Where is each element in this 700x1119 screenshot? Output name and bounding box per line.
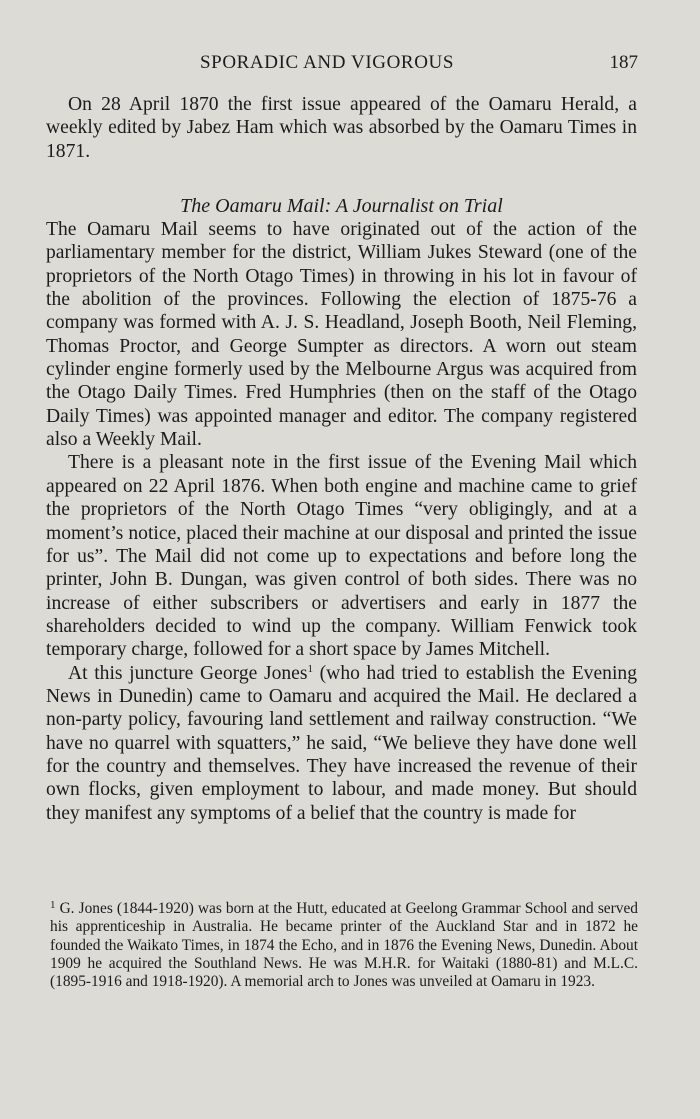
paragraph-evening-mail: There is a pleasant note in the first issue of the Evening Mail which appeared on 22 April 1876. When both engine and machine came to grief the proprietors of the North Otago Times “very obligingly, and at a moment’s notice, placed their machine at our disposal and printed the issue for us”. The Mail did not come up to expectations and before long the printer, John B. Dungan, was given control of both sides. There was no increase of either subscribers or advertisers and early in 1877 the shareholders decided to wind up the company. William Fenwick took temporary charge, followed for a short space by James Mitchell. [46,452,637,661]
footnote-reference: 1 [307,662,314,675]
running-title: SPORADIC AND VIGOROUS [200,52,455,73]
section-heading: The Oamaru Mail: A Journalist on Trial [180,195,503,218]
footnote [50,900,638,991]
footnote-text: G. Jones (1844-1920) was born at the Hutt, educated at Geelong Grammar School and served his apprenticeship in Australia. He became printer of the Auckland Star and in 1872 he founded the Waikato Times, in 1874 the Echo, and in 1876 the Evening News, Dunedin. About 1909 he acquired the Southland News. He was M.H.R. for Waitaki (1880-81) and M.L.C. (1895-1916 and 1918-1920). A memorial arch to Jones was unveiled at Oamaru in 1923. [50,900,638,991]
paragraph-george-jones-rest: (who had tried to establish the Evening News in Dunedin) came to Oamaru and acquired the Mail. He declared a non-party policy, favouring land settlement and railway construction. “We have no quarrel with squatters,” he said, “We believe they have done well for the country and themselves. They have increased the revenue of their own flocks, given employment to labour, and made money. But should they manifest any symptoms of a belief that the country is made for [46,662,637,824]
footnote-marker: 1 [50,899,56,911]
paragraph-george-jones [46,662,637,825]
page-number: 187 [609,52,638,73]
paragraph-oamaru-herald: On 28 April 1870 the first issue appeared of the Oamaru Herald, a weekly edited by Jabez Ham which was absorbed by the Oamaru Times in 1871. [46,94,637,162]
footnote-paragraph [50,900,638,991]
paragraph-oamaru-mail-origin: The Oamaru Mail seems to have originated out of the action of the parliamentary member for the district, William Jukes Steward (one of the proprietors of the North Otago Times) in throwing in his lot in favour of the abolition of the provinces. Following the election of 1875-76 a company was formed with A. J. S. Headland, Joseph Booth, Neil Fleming, Thomas Proctor, and George Sumpter as directors. A worn out steam cylinder engine formerly used by the Melbourne Argus was acquired from the Otago Daily Times. Fred Humphries (then on the staff of the Otago Daily Times) was appointed manager and editor. The company registered also a Weekly Mail. [46,219,637,451]
paragraph-george-jones-start: At this juncture George Jones [68,662,308,684]
running-head [0,52,700,78]
body-text [46,93,637,825]
